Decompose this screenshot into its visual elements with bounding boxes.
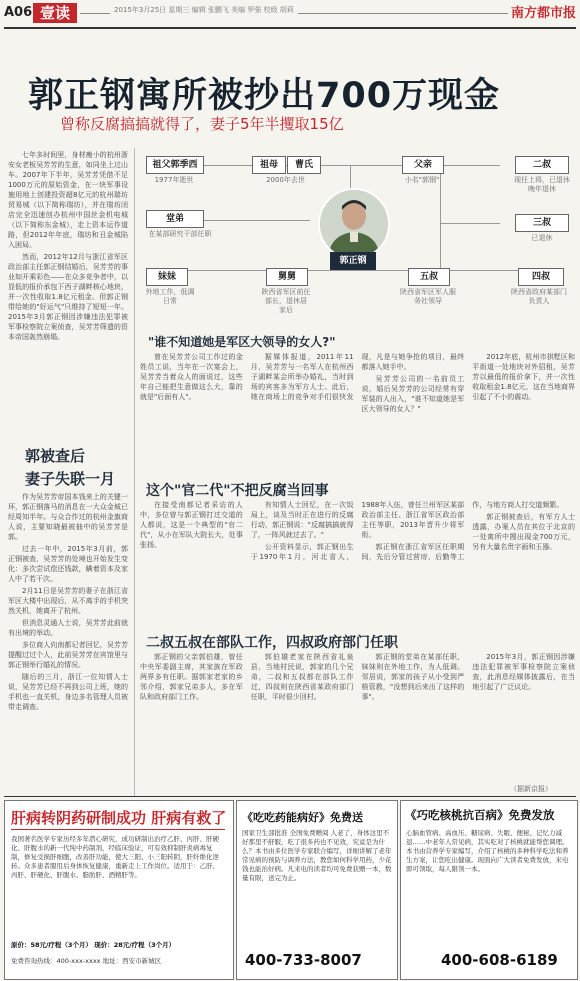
headline: 郭正钢寓所被抄出700万现金 bbox=[28, 76, 501, 116]
body-paragraph: 郭伯雄老家在陕西省礼泉县，当地村民说，郭家的几个兄弟，二叔和五叔都在部队工作过，四叔则在陕西省某政府部门任职，平时很少回村。 bbox=[250, 653, 354, 701]
lead-paragraph: 七年多时间里，身材瘦小的杭州浙安女老板吴芳芳的生意，如同坐上过山车。2007年下半年，吴芳芳凭借不足1000万元的原始资金，在一块军事设施用地上创建投资超8亿元的杭州瑞坊贸易城（以下简称瑞坊），并在瑞坊闭店完全迅速创办杭州中国丝金机电城（以下简称东金城），走上资本运作道路，但2012年年底，瑞坊和丑金城陷入困局。 bbox=[8, 151, 128, 249]
section3-text bbox=[140, 500, 575, 625]
body-paragraph: 有知情人士回忆，在一次饭局上，谈及当时正在进行的反腐行动，郭正钢说："反腐搞搞就得了，一阵风就过去了。" bbox=[250, 501, 354, 539]
ad-book-walnut bbox=[400, 800, 578, 980]
ad-phone: 400-608-6189 bbox=[441, 951, 558, 969]
section2-text bbox=[140, 352, 575, 472]
body-paragraph: 随后的三月，浙江一位知情人士说，吴芳芳已经不再到公司上班，她的手机也一直关机，身边多名管理人员被带走调查。 bbox=[8, 673, 128, 711]
tree-node-grandfather: 祖父郭季西 bbox=[146, 156, 204, 174]
ad-contact: 免费咨询热线：400-xxx-xxxx 地址：西安市新城区 bbox=[11, 957, 162, 965]
section1-text bbox=[8, 492, 128, 797]
page-number: A06 bbox=[4, 5, 33, 20]
body-paragraph: 郭正钢的堂弟在某部任职，妹妹则在外地工作，为人低调。邻居说，郭家的孩子从小受到严格管教，"没想到后来出了这样的事"。 bbox=[361, 653, 465, 701]
tree-node-sister: 妹妹 bbox=[146, 268, 188, 286]
body-paragraph: 据媒体报道，2011年11月，吴芳芳与一名军人在杭州西子湖畔某会所举办婚礼，当时到场的宾客多为军方人士。此后，她在商场上的竞争对手们很快发现，凡是与她争抢的项目，最终都落入她手中。 bbox=[250, 353, 465, 401]
tree-caption: 小名"郭钢" bbox=[404, 176, 440, 184]
section1-head-line1: 郭被查后 bbox=[25, 447, 86, 465]
section3-head: 这个"官二代"不把反腐当回事 bbox=[146, 483, 329, 499]
tree-node-second-uncle: 二叔 bbox=[515, 156, 569, 174]
tree-line bbox=[180, 270, 540, 271]
body-paragraph: 公开资料显示，郭正钢出生于1970年1月，河北省人，1988年入伍，曾任兰州军区某部政治部主任、浙江省军区政治部主任等职，2013年晋升少将军衔。 bbox=[250, 501, 465, 561]
body-paragraph: 吴芳芳公司的一名前员工说，婚后吴芳芳的公司经常有穿军装的人出入，"谁不知道她是军区大领导的女人？" bbox=[361, 375, 465, 413]
portrait-photo bbox=[318, 188, 390, 260]
header-rule bbox=[4, 27, 576, 29]
tree-caption: 1977年逝世 bbox=[154, 176, 194, 184]
subheadline: 曾称反腐搞搞就得了，妻子5年半攫取15亿 bbox=[60, 115, 344, 133]
section-tag: 壹读 bbox=[33, 3, 77, 23]
body-paragraph: 郭正钢在浙江省军区任职期间，先后分管过营房、后勤等工作，与地方商人打交道频繁。 bbox=[361, 501, 564, 561]
section4-text bbox=[140, 652, 575, 782]
family-tree bbox=[140, 148, 575, 320]
tree-caption: 已退休 bbox=[531, 234, 553, 242]
ad-book-medicine bbox=[236, 800, 398, 980]
ad-body: 心脑血管病、高血压、糖尿病、失眠、便秘、记忆力减退……中老年人常见病，其实吃对了核桃就能帮您调理。本书由营养学专家编写，介绍了核桃的多种科学吃法和养生方案，让您吃出健康。现面向广大读者免费发放，来电即可领取，每人限领一本。 bbox=[406, 829, 569, 873]
page-header bbox=[0, 0, 580, 26]
tree-caption: 在某部研究干部任职 bbox=[148, 230, 212, 238]
tree-node-father: 父亲 bbox=[402, 156, 444, 174]
section4-head: 二叔五叔在部队工作，四叔政府部门任职 bbox=[146, 635, 398, 651]
ad-body: 我国著名医学专家历经多年潜心研究，成功研制出治疗乙肝、丙肝、肝硬化、肝腹水的新一代纯中药制剂，经临床验证，可有效抑制肝炎病毒复制，修复受损肝细胞，改善肝功能，使大三阳、小三阳转阴，肝纤维化逆转。众多患者服用后身体恢复健康，重新走上工作岗位。适用于：乙肝、丙肝、肝硬化、肝腹水、脂肪肝、酒精肝等。 bbox=[11, 835, 219, 879]
header-meta: 2015年3月25日 星期三 编辑 张鹏飞 美编 罗强 校级 胡莉 bbox=[110, 5, 298, 15]
tree-caption: 外地工作，低调 日常 bbox=[145, 288, 195, 305]
tree-caption: 陕西省军区军人服 务社领导 bbox=[400, 288, 456, 305]
tree-node-grandmother: 祖母 bbox=[252, 156, 286, 174]
body-paragraph: 作为吴芳芳帝国本钱来上的关键一环，郭正钢落马的消息在一大众金城已经周知半年。与众合作过的杭州金旗商人说，主要知晓最被抽中的吴芳芳是郭。 bbox=[8, 493, 128, 541]
tree-node-fifth-uncle: 五叔 bbox=[408, 268, 450, 286]
tree-line bbox=[440, 223, 500, 224]
ad-price: 原价：58元/疗程（3个月） 现价：28元/疗程（3个月） bbox=[11, 941, 176, 949]
body-paragraph: 郭正钢被查后，有军方人士透露，办案人员在其位于北京的一处寓所中搜出现金700万元，另有大量名贵字画和玉器。 bbox=[472, 513, 575, 551]
tree-node-grandmother-name: 曹氏 bbox=[287, 156, 321, 174]
editor-note: （据新京报） bbox=[510, 785, 552, 793]
body-paragraph: 但消息灵通人士说，吴芳芳此前就有出境的举动。 bbox=[8, 619, 128, 637]
newspaper-logo: 南方都市报 bbox=[508, 2, 579, 21]
ad-liver bbox=[4, 800, 234, 980]
ad-divider bbox=[4, 796, 576, 797]
ad-title: 《吃吃药能病好》免费送 bbox=[242, 811, 363, 824]
ad-title: 《巧吃核桃抗百病》免费发放 bbox=[405, 808, 555, 822]
column-divider bbox=[134, 148, 135, 796]
tree-node-subject: 郭正钢 bbox=[330, 252, 376, 270]
ad-title: 肝病转阴药研制成功 肝病有救了 bbox=[11, 809, 227, 827]
lead-paragraph: 然而，2012年12月与浙江省军区政治部主任郭正钢结婚后，吴芳芳的事业如开乘彩色——在众多竞争者中，以显低的报价承包下西子湖畔核心地块，并一次性收取1.8亿元租金。但郭正钢带给她的"好运气"只维持了短短一年。2015年3月郭正钢因涉嫌违法犯罪被军事检察院立案侦查，吴芳芳筛遗的资本帝国轰然崩塌。 bbox=[8, 253, 128, 341]
section1-head-line2: 妻子失联一月 bbox=[25, 470, 116, 488]
body-paragraph: 2012年底，杭州市拱墅区和平街道一处地块对外招租，吴芳芳以最低的报价拿下，并一次性收取租金1.8亿元，这在当地商界引起了不小的震动。 bbox=[472, 353, 575, 401]
body-paragraph: 2015年3月，郭正钢因涉嫌违法犯罪被军事检察院立案侦查，此消息经媒体披露后，在当地引起了广泛议论。 bbox=[472, 653, 575, 691]
lead-text bbox=[8, 150, 128, 435]
tree-node-third-uncle: 三叔 bbox=[515, 214, 569, 232]
body-paragraph: 郭正钢的父亲郭伯雄，曾任中央军委副主席，其家族在军政两界多有任职。据郭家老家的乡邻介绍，郭家兄弟多人，多在军队和政府部门工作。 bbox=[140, 653, 243, 701]
body-paragraph: 曾在吴芳芳公司工作过的金姓员工说，当年在一次宴会上，吴芳芳当着众人的面说过，这些年自己能把生意做这么大，靠的就是"后面有人"。 bbox=[140, 353, 243, 401]
tree-caption: 陕西省政府某部门 负责人 bbox=[511, 288, 567, 305]
body-paragraph: 2月11日是吴芳芳的妻子在浙江省军区大楼中出现后，从不离手的手机突然关机，她离开了杭州。 bbox=[8, 587, 128, 615]
ad-body: 国家卫生部批准 全国免费赠阅 人老了，身体这里不好那里不舒服，吃了很多药也不见效，究竟是为什么？本书由多位医学专家联合编写，详细讲解了老年常见病的预防与调养方法，教您如何科学用药，少花钱也能治好病。凡来电的读者均可免费获赠一本，数量有限，送完为止。 bbox=[242, 829, 392, 882]
ad-title-rule bbox=[11, 829, 225, 830]
tree-caption: 现任上将，已退休 晚年退休 bbox=[514, 176, 570, 193]
body-paragraph: 多位商人向南都记者回忆，吴芳芳提醒过过个人，此前吴芳芳在宾馆里与郭正钢举行婚礼的情况。 bbox=[8, 641, 128, 669]
body-paragraph: 过去一年中，2015年3月前，郭正钢被查，吴芳芳的处境也开始发生变化：多次尝试偿还钱款，瞒着资本及家人中了若干次。 bbox=[8, 545, 128, 583]
tree-node-maternal-uncle: 舅舅 bbox=[266, 268, 308, 286]
tree-node-cousin: 堂弟 bbox=[146, 210, 204, 228]
tree-caption: 2000年去世 bbox=[266, 176, 305, 184]
tree-node-fourth-uncle: 四叔 bbox=[518, 268, 564, 286]
tree-caption: 陕西省军区前任 部长，退休居 家后 bbox=[261, 288, 311, 314]
body-paragraph: 在接受南都记者采访的人中，多位曾与郭正钢打过交道的人都说，这是一个典型的"官二代"，从小在军队大院长大，处事张扬。 bbox=[140, 501, 243, 549]
ad-phone: 400-733-8007 bbox=[245, 951, 362, 969]
section2-quote-head: "谁不知道她是军区大领导的女人?" bbox=[148, 335, 336, 349]
